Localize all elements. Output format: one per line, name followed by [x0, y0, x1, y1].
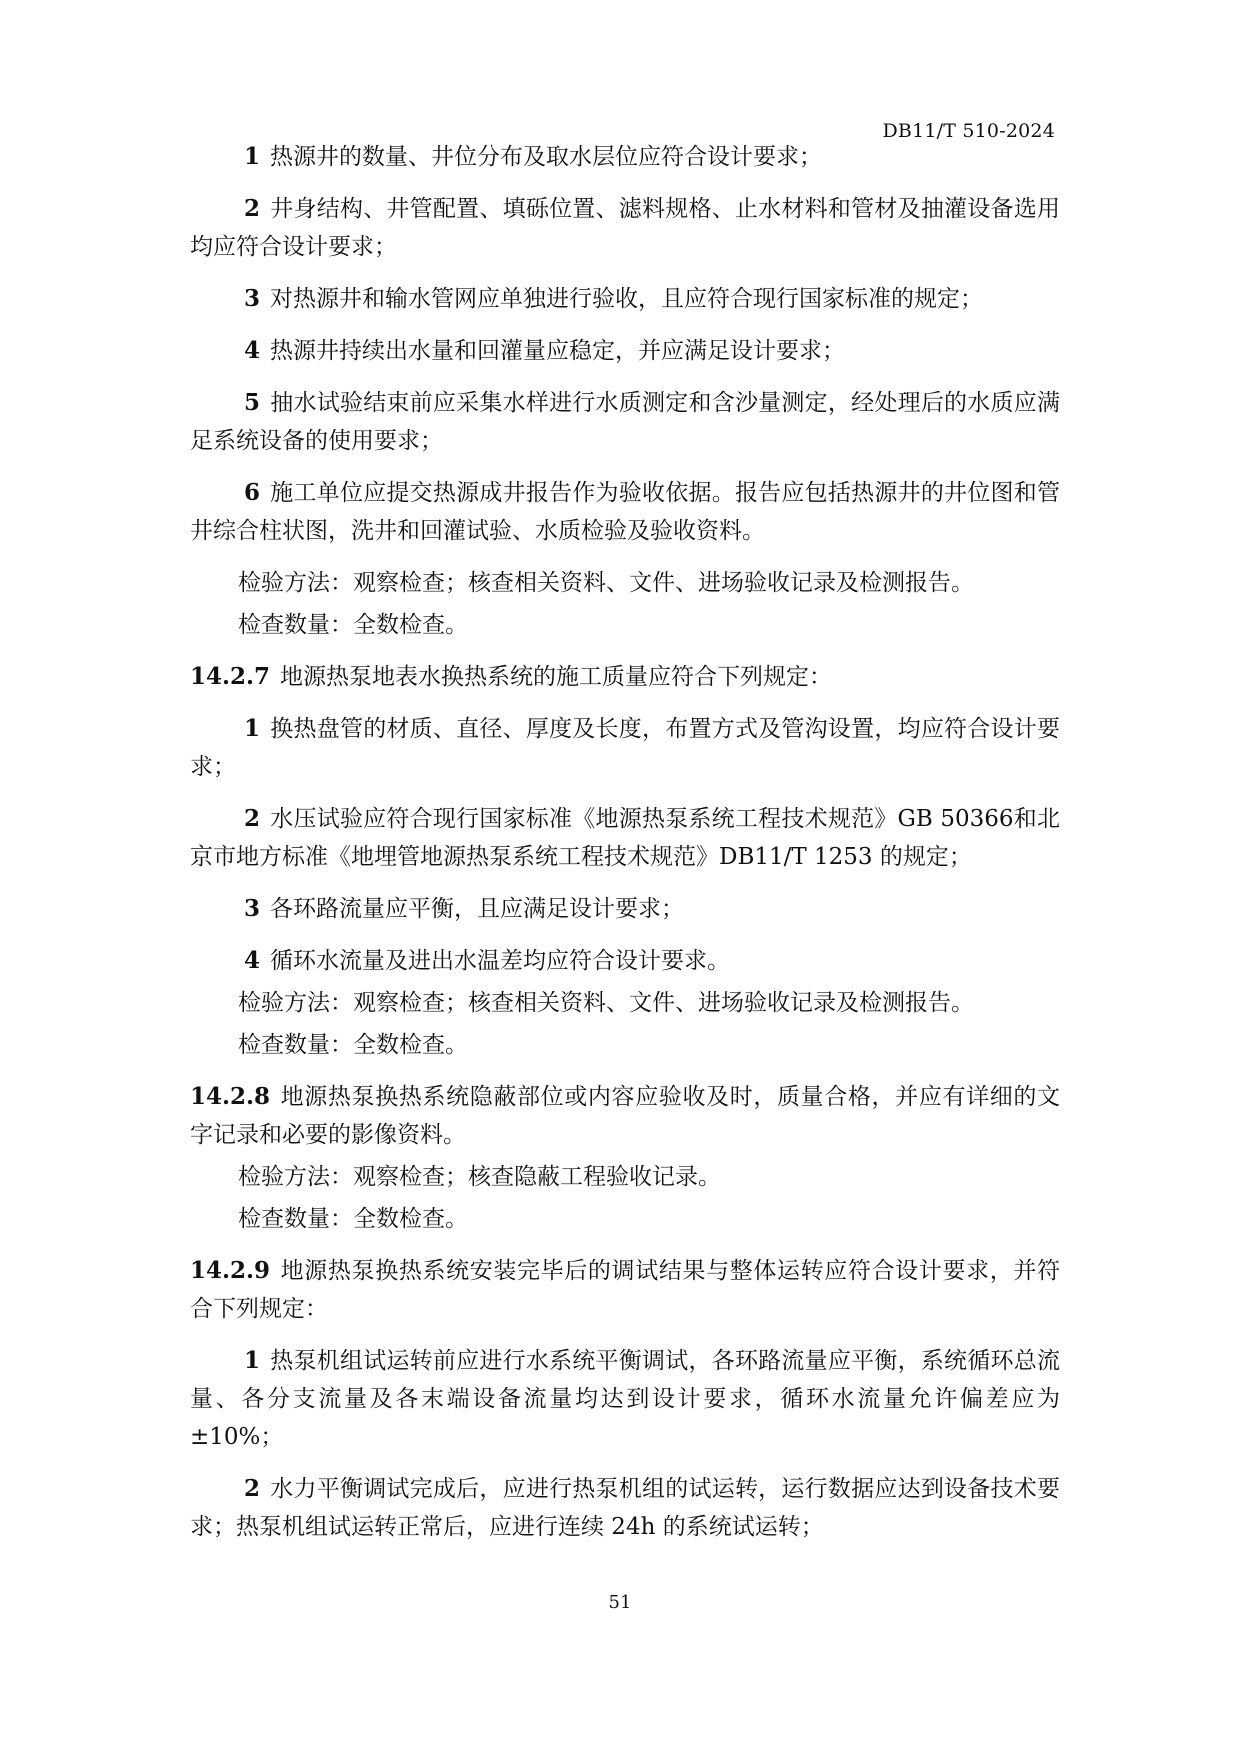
- list-item: [190, 890, 1060, 928]
- item-text: 换热盘管的材质、直径、厚度及长度，布置方式及管沟设置，均应符合设计要求；: [190, 716, 1060, 780]
- item-text: 热源井持续出水量和回灌量应稳定，并应满足设计要求；: [270, 338, 846, 364]
- item-number: 1: [244, 143, 261, 170]
- list-item: [190, 1342, 1060, 1456]
- item-text: 施工单位应提交热源成井报告作为验收依据。报告应包括热源井的井位图和管井综合柱状图，洗井和回灌试验、水质检验及验收资料。: [190, 480, 1060, 544]
- list-item: [190, 474, 1060, 550]
- item-number: 2: [244, 1475, 261, 1502]
- inspection-method: 检验方法：观察检查；核查相关资料、文件、进场验收记录及检测报告。: [238, 990, 974, 1016]
- page-body: [190, 138, 1060, 1560]
- clause-14-2-7: [190, 658, 1060, 696]
- clause-text: 地源热泵换热系统隐蔽部位或内容应验收及时，质量合格，并应有详细的文字记录和必要的影像资料。: [190, 1084, 1060, 1148]
- clause-14-2-9: [190, 1252, 1060, 1328]
- list-item: [190, 280, 1060, 318]
- clause-number: 14.2.7: [190, 663, 271, 690]
- clause-number: 14.2.8: [190, 1083, 271, 1110]
- item-number: 4: [244, 947, 261, 974]
- inspection-method: 检验方法：观察检查；核查隐蔽工程验收记录。: [238, 1164, 721, 1190]
- list-item: [190, 138, 1060, 176]
- item-text: 热源井的数量、井位分布及取水层位应符合设计要求；: [270, 144, 823, 170]
- document-code: DB11/T 510-2024: [882, 120, 1055, 142]
- inspection-method: 检验方法：观察检查；核查相关资料、文件、进场验收记录及检测报告。: [238, 570, 974, 596]
- item-number: 6: [244, 479, 261, 506]
- item-number: 3: [244, 285, 261, 312]
- list-item: [190, 710, 1060, 786]
- item-number: 1: [244, 715, 261, 742]
- item-number: 1: [244, 1347, 261, 1374]
- item-number: 5: [244, 389, 261, 416]
- item-text: 井身结构、井管配置、填砾位置、滤料规格、止水材料和管材及抽灌设备选用均应符合设计要求；: [190, 196, 1060, 260]
- list-item: [190, 800, 1060, 876]
- clause-text: 地源热泵换热系统安装完毕后的调试结果与整体运转应符合设计要求，并符合下列规定：: [190, 1258, 1060, 1322]
- page-number: 51: [608, 1592, 632, 1613]
- item-number: 2: [244, 195, 261, 222]
- item-text: 热泵机组试运转前应进行水系统平衡调试，各环路流量应平衡，系统循环总流量、各分支流量及各末端设备流量均达到设计要求，循环水流量允许偏差应为±10%；: [190, 1348, 1060, 1450]
- item-text: 对热源井和输水管网应单独进行验收，且应符合现行国家标准的规定；: [270, 286, 984, 312]
- item-text: 循环水流量及进出水温差均应符合设计要求。: [270, 948, 731, 974]
- list-item: [190, 942, 1060, 980]
- list-item: [190, 332, 1060, 370]
- item-number: 2: [244, 805, 261, 832]
- item-number: 3: [244, 895, 261, 922]
- item-text: 水力平衡调试完成后，应进行热泵机组的试运转，运行数据应达到设备技术要求；热泵机组试运转正常后，应进行连续 24h 的系统试运转；: [190, 1476, 1060, 1540]
- list-item: [190, 1470, 1060, 1546]
- list-item: [190, 190, 1060, 266]
- item-number: 4: [244, 337, 261, 364]
- clause-number: 14.2.9: [190, 1257, 271, 1284]
- clause-text: 地源热泵地表水换热系统的施工质量应符合下列规定：: [280, 664, 833, 690]
- inspection-quantity: 检查数量：全数检查。: [238, 612, 468, 638]
- item-text: 各环路流量应平衡，且应满足设计要求；: [270, 896, 685, 922]
- clause-14-2-8: [190, 1078, 1060, 1154]
- inspection-quantity: 检查数量：全数检查。: [238, 1206, 468, 1232]
- item-text: 抽水试验结束前应采集水样进行水质测定和含沙量测定，经处理后的水质应满足系统设备的使用要求；: [190, 390, 1060, 454]
- item-text: 水压试验应符合现行国家标准《地源热泵系统工程技术规范》GB 50366和北京市地方标准《地埋管地源热泵系统工程技术规范》DB11/T 1253 的规定；: [190, 806, 1060, 870]
- inspection-quantity: 检查数量：全数检查。: [238, 1032, 468, 1058]
- list-item: [190, 384, 1060, 460]
